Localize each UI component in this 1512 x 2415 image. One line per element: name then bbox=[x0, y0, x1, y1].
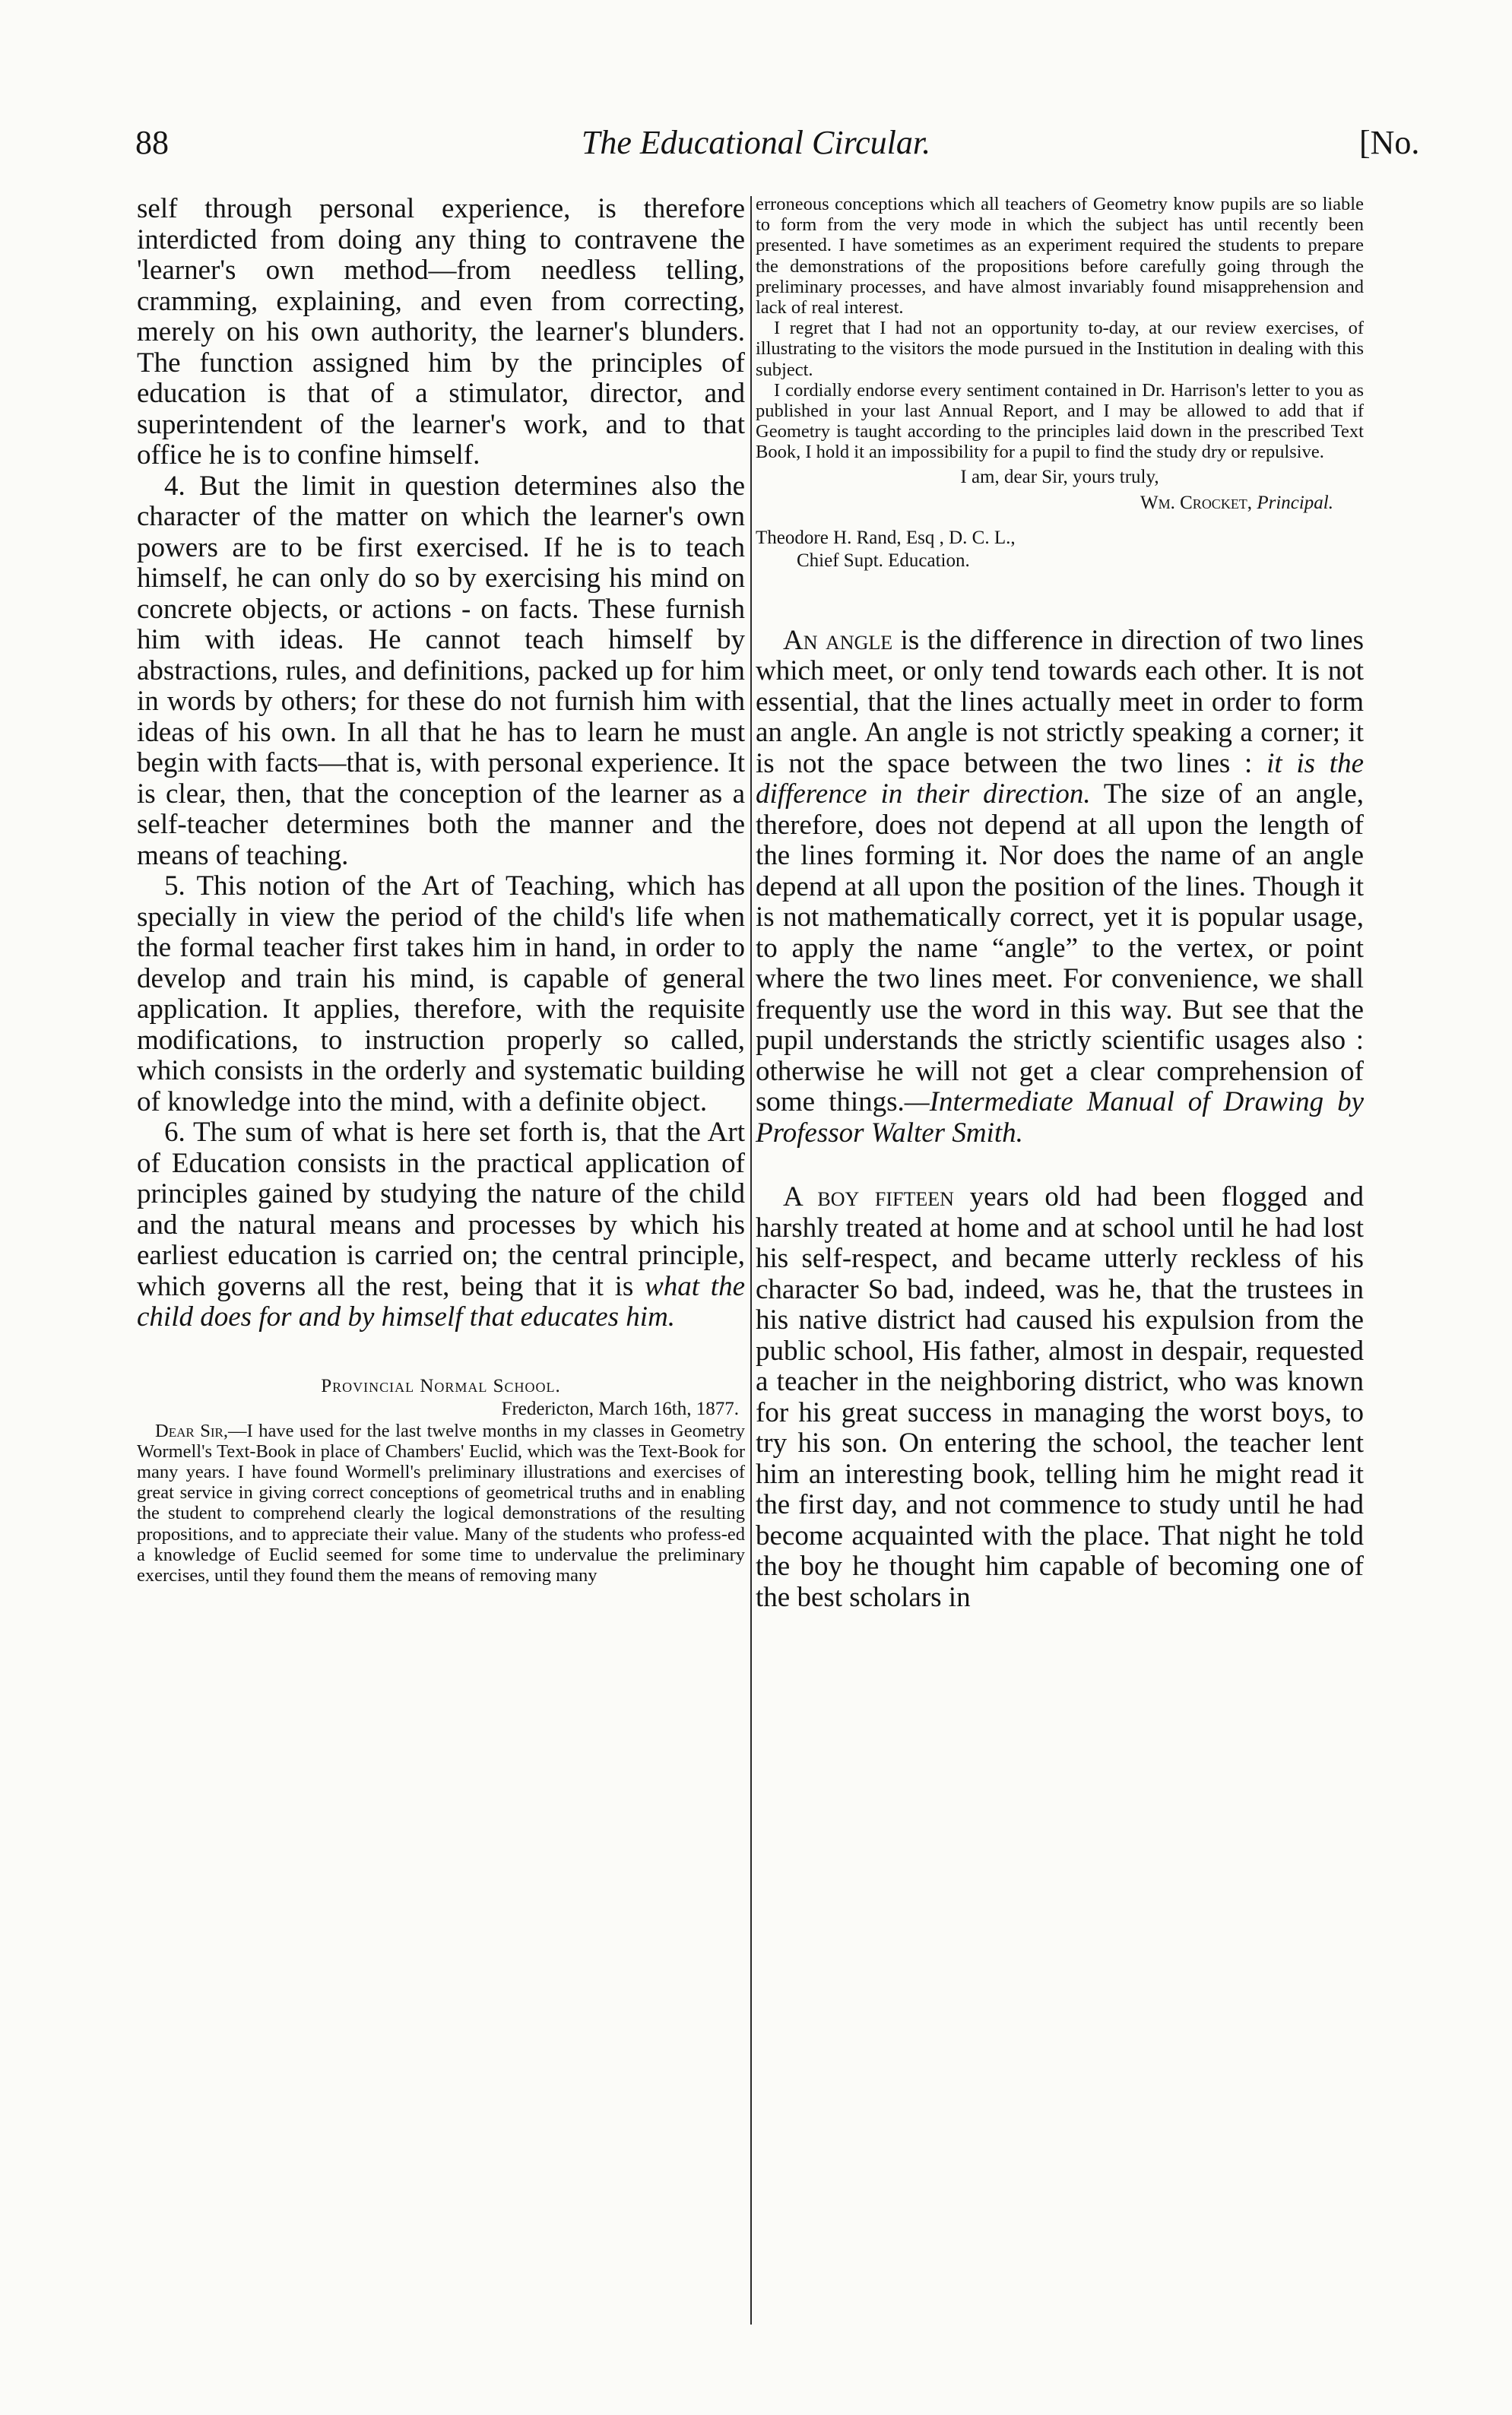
paragraph-6-text: 6. The sum of what is here set forth is, that the Art of Education consists in the practical application of principles gained by studying the nature of the child and the natural means and processes by which his earliest education is carried on; the central principle, which governs all the rest, being that it is bbox=[137, 1117, 745, 1302]
right-column bbox=[756, 194, 1364, 1613]
letter-continuation: erroneous conceptions which all teachers of Geometry know pupils are so liable to form from the very mode in which the subject has until recently been presented. I have sometimes as an experiment required the students to prepare the demonstrations of the propositions before carefully going through the preliminary processes, and have almost invariably found misapprehension and lack of real interest. bbox=[756, 194, 1364, 319]
letter-paragraph-1 bbox=[137, 1421, 745, 1586]
letter-signoff: I am, dear Sir, yours truly, bbox=[960, 466, 1159, 487]
paragraph-4: 4. But the limit in question determines also the character of the matter on which the learner's own powers are to be first exercised. If he is to teach himself, he can only do so by exercising his mind on concrete objects, or actions - on facts. These furnish him with ideas. He cannot teach himself by abstractions, rules, and definitions, packed up for him in words by others; for these do not furnish him with ideas of his own. In all that he has to learn he must begin with facts—that is, with personal experience. It is clear, then, that the conception of the learner as a self-teacher determines both the manner and the means of teaching. bbox=[137, 470, 745, 871]
left-column bbox=[137, 194, 745, 1586]
column-divider bbox=[750, 196, 752, 2325]
boy-text: years old had been flogged and harshly treated at home and at school until he had lost his self-respect, and became utterly reckless of his character So bad, indeed, was he, that the trustees in his native district had caused his expulsion from the public school, His father, almost in despair, requested a teacher in the neighboring district, who was known for his great success in managing the worst boys, to try his son. On entering the school, the teacher lent him an interesting book, telling him he might read it the first day, and not commence to study until he had become acquainted with the place. That night he told the boy he thought him capable of becoming one of the best scholars in bbox=[756, 1181, 1364, 1613]
addressee-name: Theodore H. Rand, Esq , D. C. L., bbox=[756, 527, 1016, 548]
letter-heading: Provincial Normal School. bbox=[321, 1375, 561, 1396]
letter-date: Fredericton, March 16th, 1877. bbox=[501, 1398, 739, 1419]
paragraph-6 bbox=[137, 1117, 745, 1333]
boy-lead: A boy fifteen bbox=[783, 1181, 954, 1213]
paragraph-5: 5. This notion of the Art of Teaching, which has specially in view the period of the child's life when the formal teacher first takes him in hand, in order to develop and train his mind, is capable of general application. It applies, therefore, with the requisite modifications, to instruction properly so called, which consists in the orderly and systematic building of knowledge into the mind, with a definite object. bbox=[137, 870, 745, 1117]
angle-source: —Intermediate Manual of Drawing by Professor Walter Smith. bbox=[756, 1086, 1365, 1149]
salutation: Dear Sir, bbox=[155, 1420, 229, 1441]
letter-paragraph-3: I cordially endorse every sentiment contained in Dr. Harrison's letter to you as published in your last Annual Report, and I may be allowed to add that if Geometry is taught according to the principles laid down in the prescribed Text Book, I hold it an impossibility for a pupil to find the study dry or repulsive. bbox=[756, 379, 1364, 463]
addressee-title: Chief Supt. Education. bbox=[797, 550, 970, 571]
letter-paragraph-2: I regret that I had not an opportunity to-day, at our review exercises, of illustrating to the visitors the mode pursued in the Institution in dealing with this subject. bbox=[756, 318, 1364, 380]
signature-name: Wm. Crocket, bbox=[1140, 492, 1253, 513]
letter-paragraph-1-text: —I have used for the last twelve months in my classes in Geometry Wormell's Text-Book in place of Chambers' Euclid, which was the Text-Book for many years. I have found Wormell's preliminary illustrations and exercises of great service in giving correct conceptions of geometrical truths and in enabling the student to comprehend clearly the logical demonstrations of the resulting propositions, and to appreciate their value. Many of the students who profess-ed a knowledge of Euclid seemed for some time to undervalue the preliminary exercises, until they found them the means of removing many bbox=[137, 1420, 745, 1586]
paragraph-6-italic: what the child does for and by himself that educates him. bbox=[137, 1270, 746, 1333]
page-header bbox=[0, 123, 1512, 169]
page-number: 88 bbox=[135, 124, 169, 161]
letter-signature bbox=[756, 492, 1333, 515]
angle-article bbox=[756, 626, 1364, 1149]
boy-article bbox=[756, 1182, 1364, 1613]
issue-label: [No. bbox=[1359, 124, 1420, 161]
angle-italic: it is the difference in their direction. bbox=[756, 747, 1364, 810]
angle-text-2: The size of an angle, therefore, does not depend at all upon the length of the lines forming it. Nor does the name of an angle depend at all upon the position of the lines. Though it is not mathematically correct, yet it is popular usage, to apply the name “angle” to the vertex, or point where the two lines meet. For convenience, we shall frequently use the word in this way. But see that the pupil understands the strictly scientific usages also : otherwise he will not get a clear comprehension of some things. bbox=[756, 778, 1364, 1118]
angle-lead: An angle bbox=[783, 624, 893, 656]
angle-text-1: is the difference in direction of two lines which meet, or only tend towards each other. It is not essential, that the lines actually meet in order to form an angle. An angle is not strictly speaking a corner; it is not the space between the two lines : bbox=[756, 624, 1364, 779]
paragraph-continuation: self through personal experience, is therefore interdicted from doing any thing to contravene the 'learner's own method—from needless telling, cramming, explaining, and even from correcting, merely on his own authority, the learner's blunders. The function assigned him by the principles of education is that of a stimulator, director, and superintendent of the learner's work, and to that office he is to confine himself. bbox=[137, 193, 745, 471]
running-title: The Educational Circular. bbox=[581, 124, 931, 161]
signature-title: Principal. bbox=[1257, 492, 1333, 513]
